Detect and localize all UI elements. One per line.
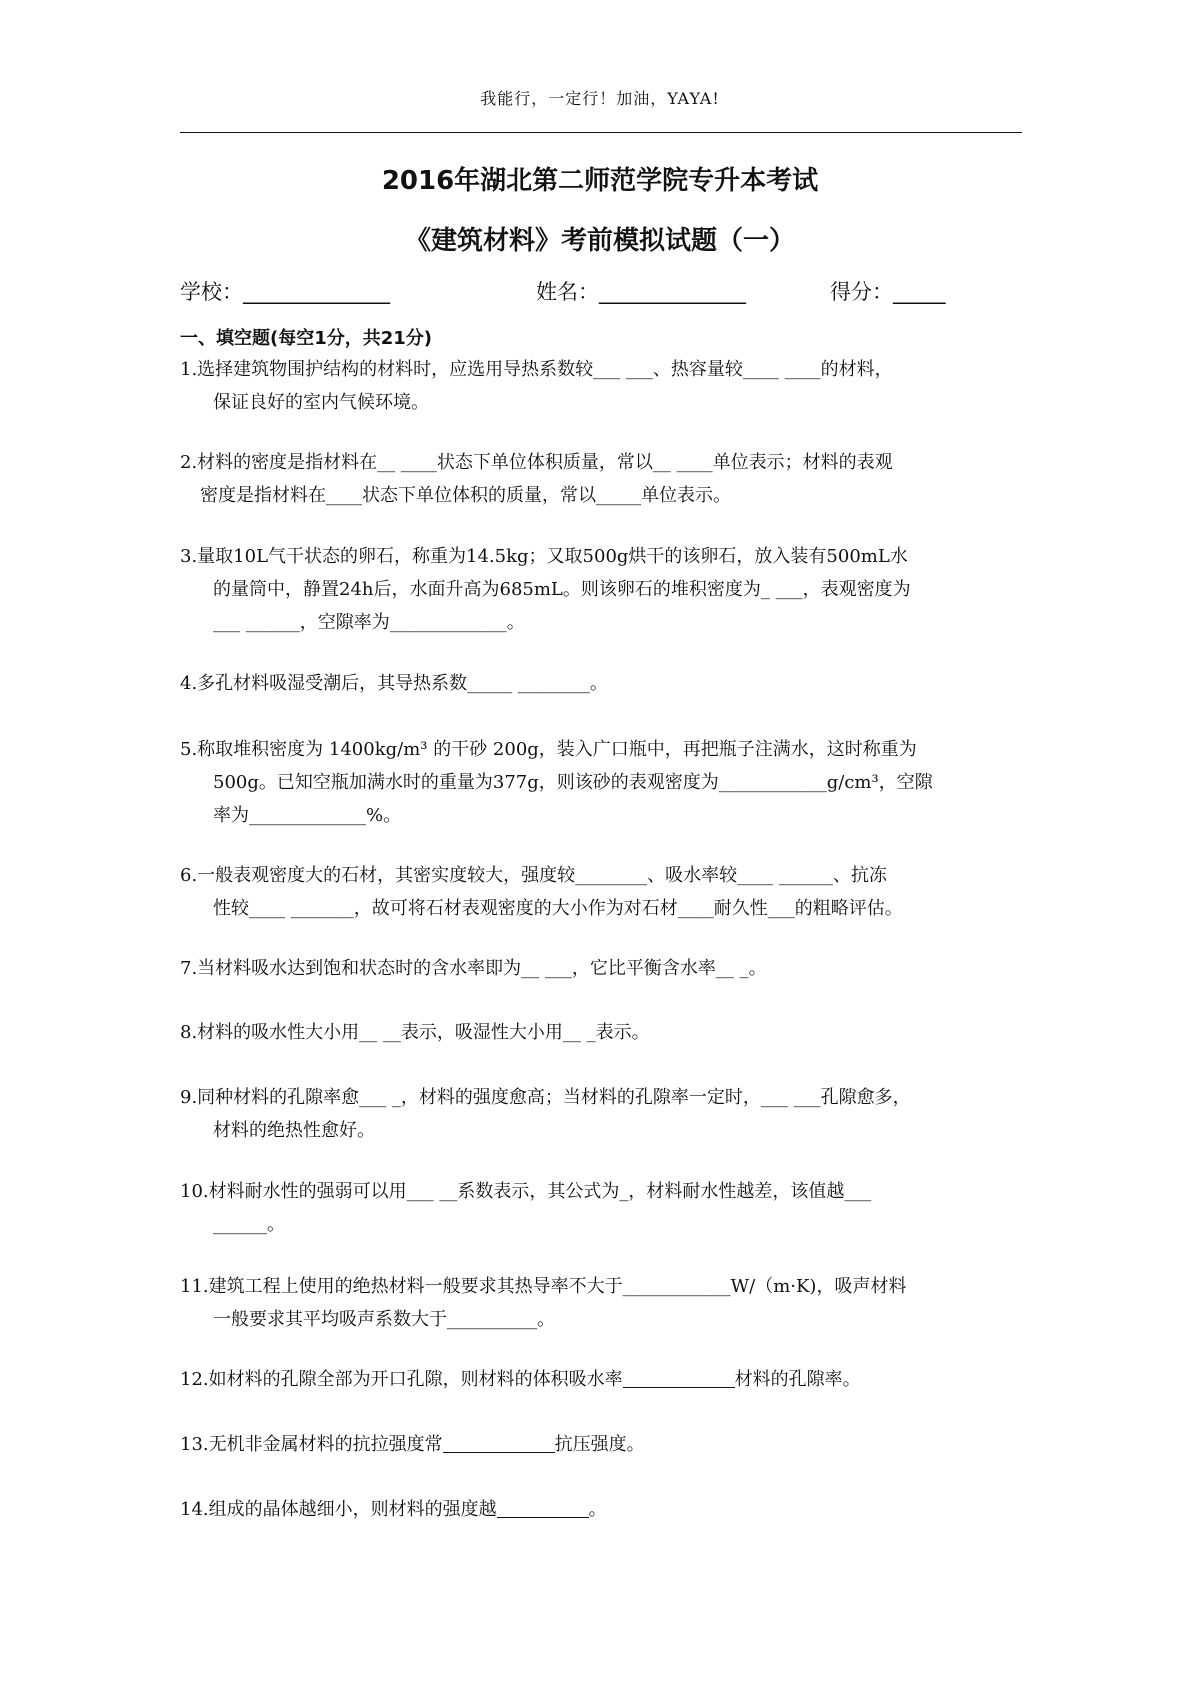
question-line: ___ ______，空隙率为_____________。: [213, 612, 525, 633]
question-10: [180, 1175, 1030, 1241]
question-line: 9.同种材料的孔隙率愈___ _，材料的强度愈高；当材料的孔隙率一定时，___ ___孔隙愈多，: [180, 1087, 911, 1108]
question-8: [180, 1016, 1030, 1049]
question-text: 12.如材料的孔隙全部为开口孔隙，则材料的体积吸水率: [180, 1369, 623, 1390]
question-1: [180, 353, 1030, 419]
school-field: 学校：______________: [180, 280, 390, 304]
question-line: 4.多孔材料吸湿受潮后，其导热系数_____ ________。: [180, 673, 608, 694]
question-line: 3.量取10L气干状态的卵石，称重为14.5kg；又取500g烘干的该卵石，放入装有500mL水: [180, 546, 908, 567]
question-line: 5.称取堆积密度为 1400kg/m³ 的干砂 200g，装入广口瓶中，再把瓶子注满水，这时称重为: [180, 739, 917, 760]
question-7: [180, 952, 1030, 985]
question-line: 率为_____________%。: [213, 805, 402, 826]
student-info-row: [180, 276, 1020, 308]
header-divider: [180, 132, 1022, 133]
score-field: 得分：_____: [830, 280, 946, 304]
question-line: 6.一般表观密度大的石材，其密实度较大，强度较________、吸水率较____ ______、抗冻: [180, 865, 887, 886]
question-5: [180, 733, 1030, 832]
question-text: 抗压强度。: [554, 1434, 645, 1455]
question-line: 11.建筑工程上使用的绝热材料一般要求其热导率不大于____________W/（m·K)，吸声材料: [180, 1276, 907, 1297]
question-line: [180, 1493, 1030, 1526]
question-line: 密度是指材料在____状态下单位体积的质量，常以_____单位表示。: [200, 485, 731, 506]
question-line: ______。: [213, 1214, 285, 1235]
question-line: 性较____ _______，故可将石材表观密度的大小作为对石材____耐久性___的粗略评估。: [213, 898, 903, 919]
question-line: 材料的绝热性愈好。: [213, 1120, 375, 1141]
question-line: 10.材料耐水性的强弱可以用___ __系数表示，其公式为_，材料耐水性越差，该值越___: [180, 1181, 872, 1202]
section-heading: 一、填空题(每空1分，共21分): [180, 328, 433, 349]
answer-blank: [443, 1432, 555, 1453]
question-text: 。: [588, 1499, 607, 1520]
header-note: 我能行，一定行！加油，YAYA!: [480, 89, 720, 108]
question-3: [180, 540, 1030, 639]
question-line: [180, 1363, 1030, 1396]
answer-blank: [623, 1367, 735, 1388]
question-2: [180, 446, 1030, 512]
question-13: [180, 1428, 1030, 1461]
question-line: 7.当材料吸水达到饱和状态时的含水率即为__ ___，它比平衡含水率__ _。: [180, 958, 767, 979]
question-line: 的量筒中，静置24h后，水面升高为685mL。则该卵石的堆积密度为_ ___，表观密度为: [213, 579, 911, 600]
question-line: 8.材料的吸水性大小用__ __表示，吸湿性大小用__ _表示。: [180, 1022, 650, 1043]
question-text: 材料的孔隙率。: [734, 1369, 861, 1390]
exam-subtitle: 《建筑材料》考前模拟试题（一）: [404, 226, 795, 256]
question-line: 保证良好的室内气候环境。: [213, 392, 429, 413]
question-11: [180, 1270, 1030, 1336]
question-6: [180, 859, 1030, 925]
question-text: 13.无机非金属材料的抗拉强度常: [180, 1434, 443, 1455]
question-12: [180, 1363, 1030, 1396]
question-line: 500g。已知空瓶加满水时的重量为377g，则该砂的表观密度为____________g/cm³，空隙: [213, 772, 933, 793]
name-field: 姓名：______________: [536, 280, 746, 304]
question-line: 2.材料的密度是指材料在__ ____状态下单位体积质量，常以__ ____单位表示；材料的表观: [180, 452, 893, 473]
question-text: 14.组成的晶体越细小，则材料的强度越: [180, 1499, 497, 1520]
question-4: [180, 667, 1030, 700]
answer-blank: [497, 1497, 589, 1518]
question-9: [180, 1081, 1030, 1147]
question-line: 1.选择建筑物围护结构的材料时，应选用导热系数较___ ___、热容量较____ ____的材料，: [180, 359, 893, 380]
question-14: [180, 1493, 1030, 1526]
question-line: 一般要求其平均吸声系数大于__________。: [213, 1309, 555, 1330]
page-title: 2016年湖北第二师范学院专升本考试: [381, 166, 819, 196]
question-line: [180, 1428, 1030, 1461]
